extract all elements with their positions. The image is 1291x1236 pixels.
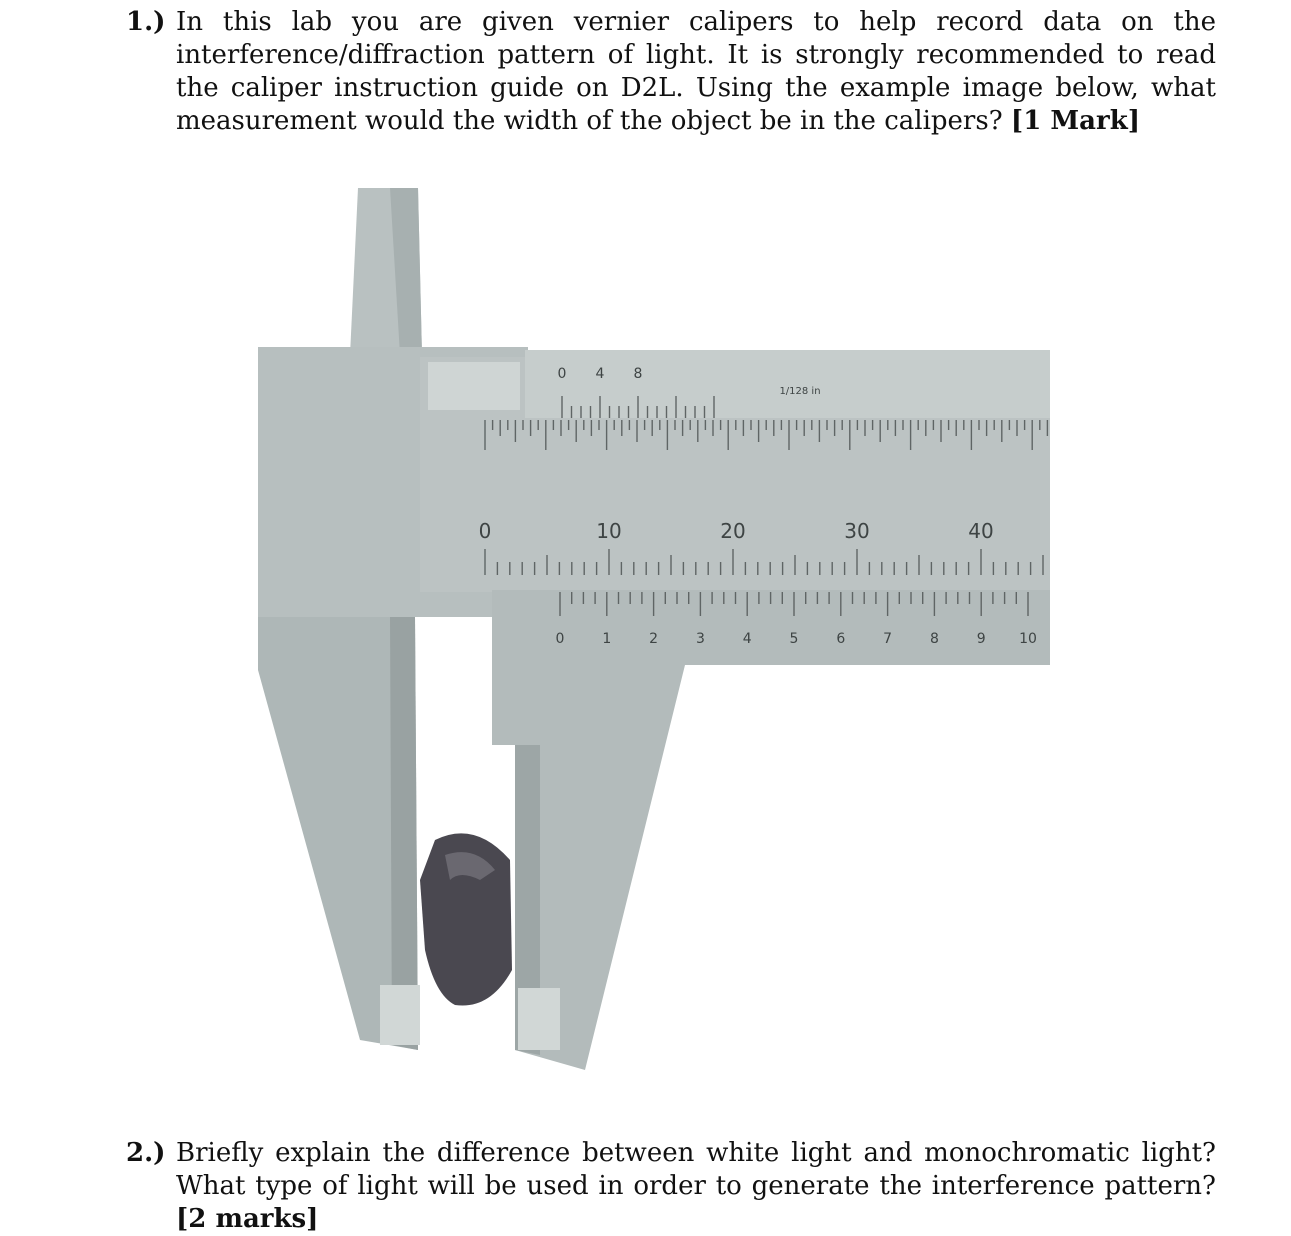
vernier-label: 5 [789, 631, 799, 647]
mm-scale-label: 30 [844, 519, 870, 543]
inch-vernier-label: 0 [557, 366, 567, 382]
vernier-caliper-figure [240, 180, 1060, 1074]
question-2-body [176, 1137, 1216, 1236]
caliper-jaw-tip-right [518, 988, 560, 1050]
vernier-label: 7 [883, 631, 893, 647]
vernier-label: 1 [602, 631, 612, 647]
question-1 [126, 6, 1216, 138]
mm-scale-label: 20 [720, 519, 746, 543]
inch-vernier-label: 8 [633, 366, 643, 382]
vernier-label: 0 [555, 631, 565, 647]
question-1-body [176, 6, 1216, 138]
vernier-label: 10 [1019, 631, 1037, 647]
mm-scale-label: 10 [596, 519, 622, 543]
question-2-text: Briefly explain the difference between white light and monochromatic light? What type of light will be used in order to generate the interference pattern? [176, 1138, 1216, 1201]
caliper-inch-vernier-plate [525, 350, 1050, 418]
question-1-marks: [1 Mark] [1010, 106, 1141, 136]
question-2 [126, 1137, 1216, 1236]
vernier-label: 3 [695, 631, 705, 647]
vernier-caliper-photo [240, 180, 1060, 1070]
vernier-label: 2 [649, 631, 659, 647]
question-2-number: 2.) [126, 1138, 166, 1168]
question-2-marks: [2 marks] [176, 1204, 319, 1234]
vernier-label: 6 [836, 631, 846, 647]
vernier-label: 8 [929, 631, 939, 647]
mm-scale-label: 40 [968, 519, 994, 543]
question-1-text: In this lab you are given vernier calipers to help record data on the interference/diffraction pattern of light. It is strongly recommended to read the caliper instruction guide on D2L. Using the example image below, what measurement would the width of the object be in the calipers? [176, 7, 1216, 136]
question-1-number: 1.) [126, 7, 166, 37]
vernier-label: 9 [976, 631, 986, 647]
mm-scale-label: 0 [478, 519, 492, 543]
caliper-slot [428, 362, 520, 410]
caliper-sliding-body [420, 590, 1050, 1070]
caliper-jaw-tip-left [380, 985, 420, 1045]
inch-vernier-note: 1/128 in [779, 386, 821, 397]
inch-vernier-label: 4 [595, 366, 605, 382]
vernier-label: 4 [742, 631, 752, 647]
